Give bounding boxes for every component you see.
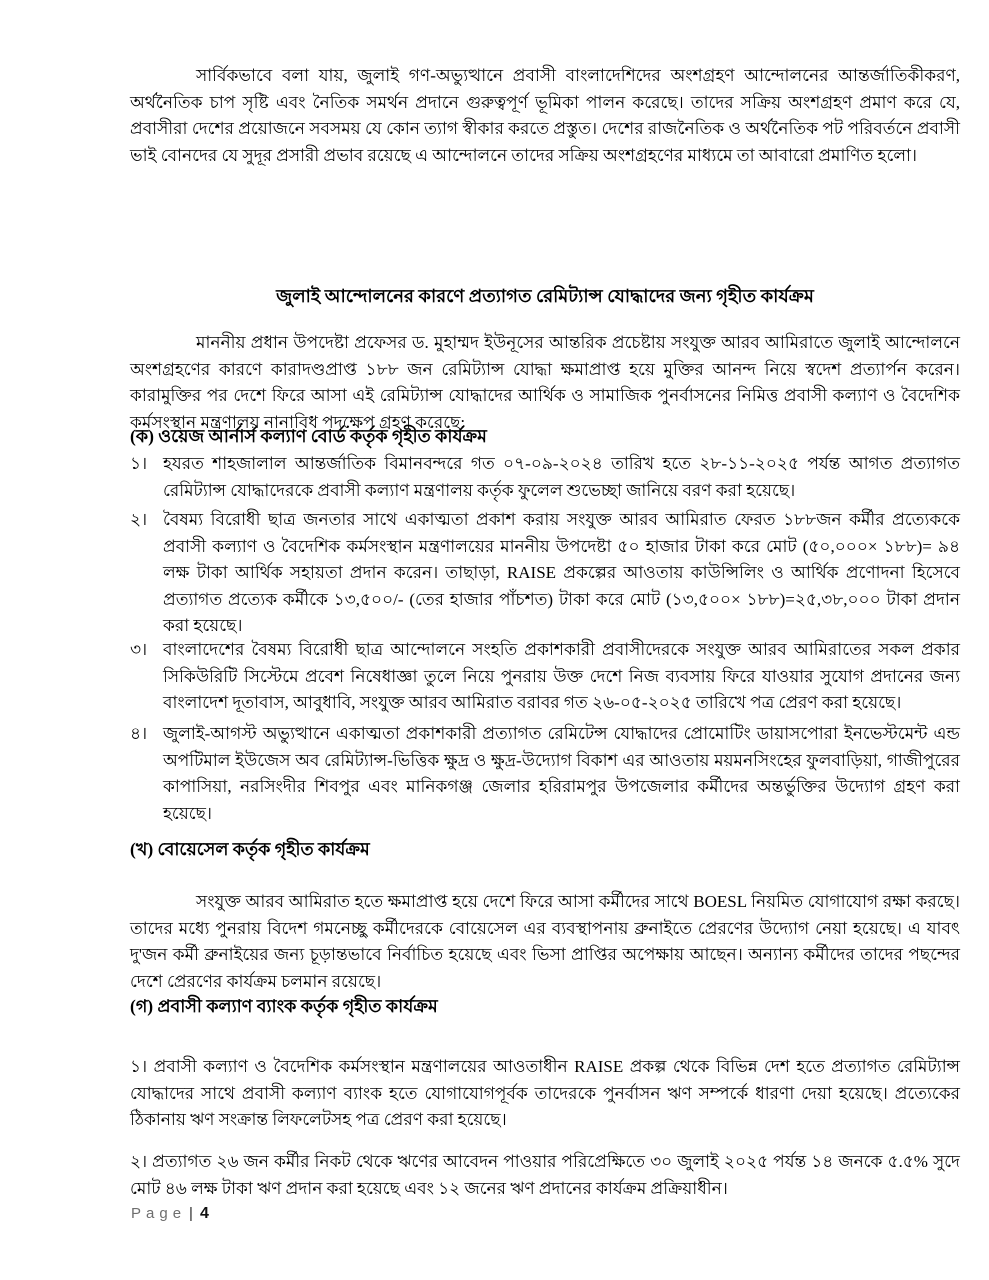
section-c-heading: (গ) প্রবাসী কল্যাণ ব্যাংক কর্তৃক গৃহীত কার্যক্রম xyxy=(130,996,438,1016)
page-number: 4 xyxy=(199,1205,209,1222)
list-item xyxy=(130,721,960,827)
page-footer xyxy=(131,1205,209,1223)
list-item xyxy=(130,451,960,504)
section-c-paragraph-1: ১। প্রবাসী কল্যাণ ও বৈদেশিক কর্মসংস্থান মন্ত্রণালয়ের আওতাধীন RAISE প্রকল্প থেকে বিভিন্ন দেশ হতে প্রত্যাগত রেমিট্যান্স যোদ্ধাদের সাথে প্রবাসী কল্যাণ ব্যাংক হতে যোগাযোগপূর্বক তাদেরকে পুনর্বাসন ঋণ সম্পর্কে ধারণা দেয়া হয়েছে। প্রত্যেকের ঠিকানায় ঋণ সংক্রান্ত লিফলেটসহ পত্র প্রেরণ করা হয়েছে। xyxy=(130,1057,960,1129)
list-item-text: বাংলাদেশের বৈষম্য বিরোধী ছাত্র আন্দোলনে সংহতি প্রকাশকারী প্রবাসীদেরকে সংযুক্ত আরব আমিরাতের সকল প্রকার সিকিউরিটি সিস্টেমে প্রবেশ নিষেধাজ্ঞা তুলে নিয়ে পুনরায় উক্ত দেশে নিজ ব্যবসায় ফিরে যাওয়ার সুযোগ প্রদানের জন্য বাংলাদেশ দূতাবাস, আবুধাবি, সংযুক্ত আরব আমিরাত বরাবর গত ২৬-০৫-২০২৫ তারিখে পত্র প্রেরণ করা হয়েছে। xyxy=(163,640,960,712)
list-item-number: ৪। xyxy=(130,724,148,743)
list-item-text: জুলাই-আগস্ট অভ্যুত্থানে একাত্মতা প্রকাশকারী প্রত্যাগত রেমিটেন্স যোদ্ধাদের প্রোমোটিং ডায়াসপোরা ইনভেস্টমেন্ট এন্ড অপটিমাল ইউজেস অব রেমিট্যান্স-ভিত্তিক ক্ষুদ্র ও ক্ষুদ্র-উদ্যোগ বিকাশ এর আওতায় ময়মনসিংহের ফুলবাড়িয়া, গাজীপুরের কাপাসিয়া, নরসিংদীর শিবপুর এবং মানিকগঞ্জ জেলার হরিরামপুর উপজেলার কর্মীদের অন্তর্ভুক্তির উদ্যোগ গ্রহণ করা হয়েছে। xyxy=(163,724,960,823)
list-item-number: ২। xyxy=(130,510,148,529)
section-b-paragraph: সংযুক্ত আরব আমিরাত হতে ক্ষমাপ্রাপ্ত হয়ে দেশে ফিরে আসা কর্মীদের সাথে BOESL নিয়মিত যোগাযোগ রক্ষা করছে। তাদের মধ্যে পুনরায় বিদেশ গমনেচ্ছু কর্মীদেরকে বোয়েসেল এর ব্যবস্থাপনায় ব্রুনাইতে প্রেরণের উদ্যোগ নেয়া হয়েছে। এ যাবৎ দু'জন কর্মী ব্রুনাইয়ের জন্য চূড়ান্তভাবে নির্বাচিত হয়েছে এবং ভিসা প্রাপ্তির অপেক্ষায় আছেন। অন্যান্য কর্মীদের তাদের পছন্দের দেশে প্রেরণের কার্যক্রম চলমান রয়েছে। xyxy=(130,892,960,991)
list-item xyxy=(130,507,960,640)
list-item xyxy=(130,637,960,717)
list-item-text: বৈষম্য বিরোধী ছাত্র জনতার সাথে একাত্মতা প্রকাশ করায় সংযুক্ত আরব আমিরাত ফেরত ১৮৮জন কর্মীর প্রত্যেককে প্রবাসী কল্যাণ ও বৈদেশিক কর্মসংস্থান মন্ত্রণালয়ের মাননীয় উপদেষ্টা ৫০ হাজার টাকা করে মোট (৫০,০০০× ১৮৮)= ৯৪ লক্ষ টাকা আর্থিক সহায়তা প্রদান করেন। তাছাড়া, RAISE প্রকল্পের আওতায় কাউন্সিলিং ও আর্থিক প্রণোদনা হিসেবে প্রত্যাগত প্রত্যেক কর্মীকে ১৩,৫০০/- (তের হাজার পাঁচশত) টাকা করে মোট (১৩,৫০০× ১৮৮)=২৫,৩৮,০০০ টাকা প্রদান করা হয়েছে। xyxy=(163,510,960,635)
intro-paragraph: সার্বিকভাবে বলা যায়, জুলাই গণ-অভ্যুত্থানে প্রবাসী বাংলাদেশিদের অংশগ্রহণ আন্দোলনের আন্তর্জাতিকীকরণ, অর্থনৈতিক চাপ সৃষ্টি এবং নৈতিক সমর্থন প্রদানে গুরুত্বপূর্ণ ভূমিকা পালন করেছে। তাদের সক্রিয় অংশগ্রহণ প্রমাণ করে যে, প্রবাসীরা দেশের প্রয়োজনে সবসময় যে কোন ত্যাগ স্বীকার করতে প্রস্তুত। দেশের রাজনৈতিক ও অর্থনৈতিক পট পরিবর্তনে প্রবাসী ভাই বোনদের যে সুদূর প্রসারী প্রভাব রয়েছে এ আন্দোলনে তাদের সক্রিয় অংশগ্রহণের মাধ্যমে তা আবারো প্রমাণিত হলো। xyxy=(130,66,960,165)
list-item-number: ১। xyxy=(130,454,148,473)
section-c-paragraph-2: ২। প্রত্যাগত ২৬ জন কর্মীর নিকট থেকে ঋণের আবেদন পাওয়ার পরিপ্রেক্ষিতে ৩০ জুলাই ২০২৫ পর্যন্ত ১৪ জনকে ৫.৫% সুদে মোট ৪৬ লক্ষ টাকা ঋণ প্রদান করা হয়েছে এবং ১২ জনের ঋণ প্রদানের কার্যক্রম প্রক্রিয়াধীন। xyxy=(130,1152,960,1198)
list-item-text: হযরত শাহজালাল আন্তর্জাতিক বিমানবন্দরে গত ০৭-০৯-২০২৪ তারিখ হতে ২৮-১১-২০২৫ পর্যন্ত আগত প্রত্যাগত রেমিট্যান্স যোদ্ধাদেরকে প্রবাসী কল্যাণ মন্ত্রণালয় কর্তৃক ফুলেল শুভেচ্ছা জানিয়ে বরণ করা হয়েছে। xyxy=(163,454,960,500)
page-footer-label: Page xyxy=(131,1205,187,1222)
lead-paragraph: মাননীয় প্রধান উপদেষ্টা প্রফেসর ড. মুহাম্মদ ইউনূসের আন্তরিক প্রচেষ্টায় সংযুক্ত আরব আমিরাতে জুলাই আন্দোলনে অংশগ্রহণের কারণে কারাদণ্ডপ্রাপ্ত ১৮৮ জন রেমিট্যান্স যোদ্ধা ক্ষমাপ্রাপ্ত হয়ে মুক্তির আনন্দ নিয়ে স্বদেশ প্রত্যার্পন করেন। কারামুক্তির পর দেশে ফিরে আসা এই রেমিট্যান্স যোদ্ধাদের আর্থিক ও সামাজিক পুনর্বাসনের নিমিত্ত প্রবাসী কল্যাণ ও বৈদেশিক কর্মসংস্থান মন্ত্রণালয় নানাবিধ পদক্ষেপ গ্রহণ করেছে: xyxy=(130,333,960,432)
section-b-heading: (খ) বোয়েসেল কর্তৃক গৃহীত কার্যক্রম xyxy=(130,839,370,859)
page-footer-separator: | xyxy=(189,1205,193,1222)
list-item-number: ৩। xyxy=(130,640,148,659)
section-a-heading: (ক) ওয়েজ আর্নার্স কল্যাণ বোর্ড কর্তৃক গৃহীত কার্যক্রম xyxy=(130,426,487,446)
report-title: জুলাই আন্দোলনের কারণে প্রত্যাগত রেমিট্যান্স যোদ্ধাদের জন্য গৃহীত কার্যক্রম xyxy=(276,286,814,306)
